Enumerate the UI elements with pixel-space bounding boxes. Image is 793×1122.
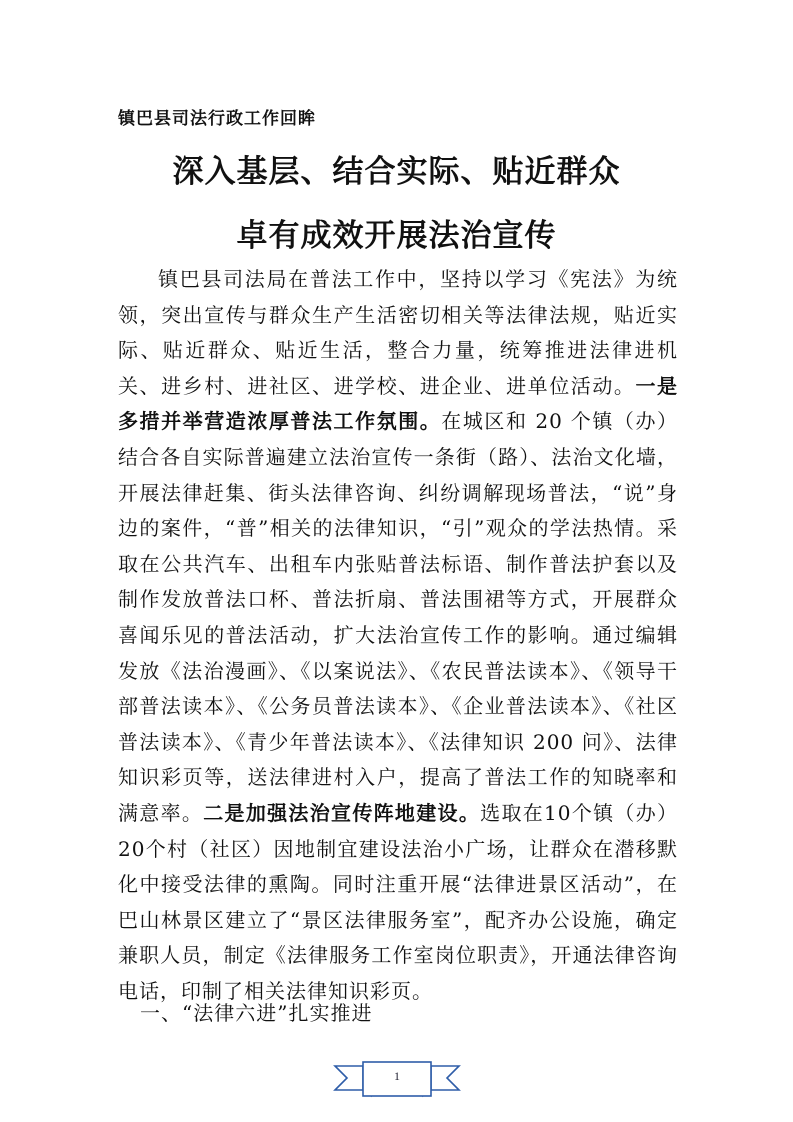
document-title-line-2: 卓有成效开展法治宣传	[236, 218, 557, 254]
para-text-intro: 镇巴县司法局在普法工作中，坚持以学习《宪法》为统领，突出宣传与群众生产生活密切相关等法律法规，贴近实际、贴近群众、贴近生活，整合力量，统筹推进法律进机关、进乡村、进社区、进学校、进企业、进单位活动。	[118, 267, 678, 398]
body-paragraph	[118, 262, 678, 1009]
section-subheading: 一、“法律六进”扎实推进	[140, 1001, 373, 1025]
document-title-line-1: 深入基层、结合实际、贴近群众	[172, 154, 621, 190]
document-kicker: 镇巴县司法行政工作回眸	[118, 109, 316, 129]
point-one-heading: 一是多措并举营造浓厚普法工作氛围。	[118, 373, 679, 434]
point-two-heading: 二是加强法治宣传阵地建设。	[203, 800, 481, 825]
para-text-point-one: 在城区和 20 个镇（办）结合各自实际普遍建立法治宣传一条街（路）、法治文化墙，开展法律赶集、街头法律咨询、纠纷调解现场普法，“说”身边的案件，“普”相关的法律知识，“引”观众的学法热情。采取在公共汽车、出租车内张贴普法标语、制作普法护套以及制作发放普法口杯、普法折扇、普法围裙等方式，开展群众喜闻乐见的普法活动，扩大法治宣传工作的影响。通过编辑发放《法治漫画》、《以案说法》、《农民普法读本》、《领导干部普法读本》、《公务员普法读本》、《企业普法读本》、《社区普法读本》、《青少年普法读本》、《法律知识 200 问》、法律知识彩页等，送法律进村入户，提高了普法工作的知晓率和满意率。	[118, 409, 678, 825]
page-footer	[333, 1060, 461, 1100]
page-number: 1	[394, 1069, 400, 1083]
document-body	[118, 262, 678, 1009]
para-text-point-two: 选取在10个镇（办）20个村（社区）因地制宜建设法治小广场，让群众在潜移默化中接受法律的熏陶。同时注重开展“法律进景区活动”，在巴山林景区建立了“景区法律服务室”，配齐办公设施，确定兼职人员，制定《法律服务工作室岗位职责》，开通法律咨询电话，印制了相关法律知识彩页。	[118, 800, 679, 1003]
